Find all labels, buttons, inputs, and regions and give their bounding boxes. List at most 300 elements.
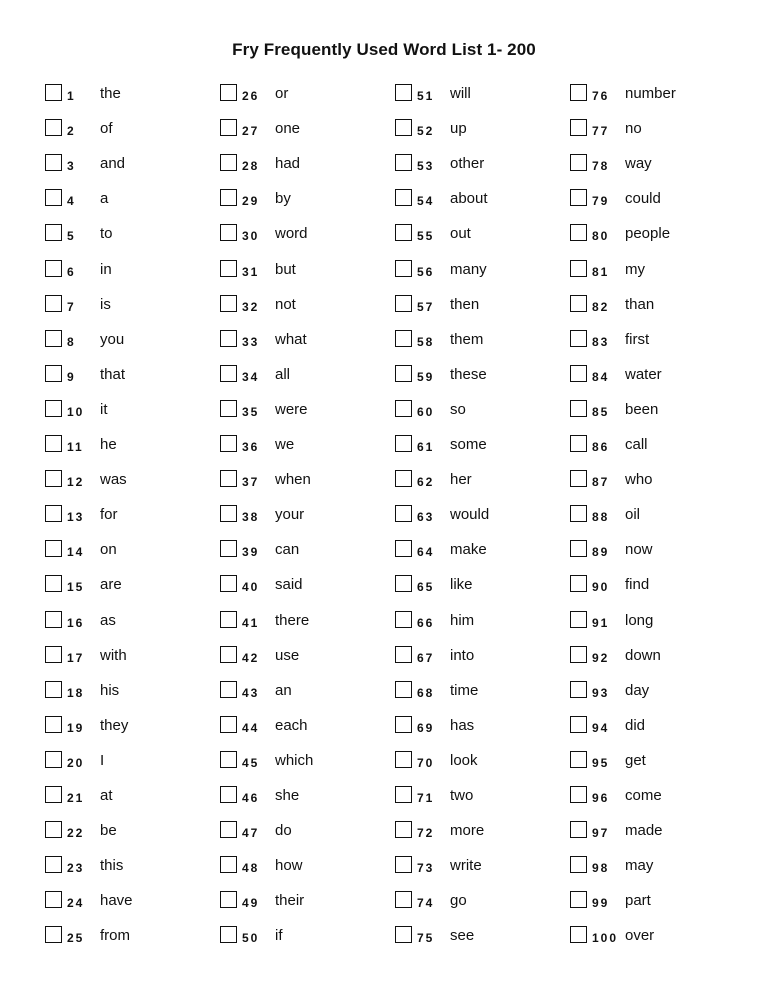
word-row [220,646,395,666]
word-text: his [100,681,120,699]
word-number: 88 [592,510,610,525]
word-text: had [275,155,301,173]
word-checkbox[interactable] [570,400,587,417]
word-row [570,470,745,490]
word-row [395,295,570,315]
word-number: 79 [592,194,610,209]
word-checkbox[interactable] [220,926,237,943]
word-checkbox[interactable] [220,856,237,873]
word-number: 50 [242,931,260,946]
word-row [395,681,570,701]
word-number: 97 [592,826,610,841]
word-row [220,295,395,315]
word-row [220,224,395,244]
word-number: 63 [417,510,435,525]
word-number: 18 [67,685,85,700]
word-checkbox[interactable] [570,295,587,312]
word-text: call [625,436,648,453]
word-text: up [450,120,467,138]
word-checkbox[interactable] [395,505,412,522]
word-checkbox[interactable] [45,611,62,628]
word-text: are [100,576,122,594]
word-text: first [625,330,650,348]
word-text: did [625,716,646,734]
word-checkbox[interactable] [570,751,587,768]
word-text: may [625,857,654,875]
word-checkbox[interactable] [570,891,587,908]
word-number: 24 [67,896,85,911]
word-checkbox[interactable] [570,540,587,557]
word-number: 42 [242,650,260,665]
word-checkbox[interactable] [570,681,587,698]
word-number: 98 [592,861,610,876]
word-number: 71 [417,791,435,805]
word-number: 26 [242,89,260,103]
word-text: time [450,681,479,699]
word-row [45,716,220,736]
word-text: made [625,822,663,840]
word-checkbox[interactable] [45,786,62,803]
word-number: 53 [417,159,435,174]
word-number: 77 [592,124,610,139]
word-number: 69 [417,720,435,735]
word-checkbox[interactable] [220,400,237,417]
word-checkbox[interactable] [570,154,587,171]
word-text: and [100,155,126,173]
word-row [570,891,745,911]
word-text: come [625,787,662,804]
word-checkbox[interactable] [45,84,62,101]
word-checkbox[interactable] [395,224,412,241]
word-text: word [275,225,308,243]
page-title: Fry Frequently Used Word List 1- 200 [232,40,536,59]
word-checkbox[interactable] [395,540,412,557]
word-checkbox[interactable] [570,260,587,277]
word-number: 5 [67,229,76,244]
word-number: 60 [417,404,435,419]
word-number: 78 [592,159,610,174]
word-number: 70 [417,755,435,770]
word-number: 40 [242,580,260,595]
word-checkbox[interactable] [45,470,62,487]
word-number: 14 [67,545,85,560]
word-text: some [450,436,487,453]
word-number: 33 [242,334,260,349]
word-checkbox[interactable] [395,646,412,663]
word-checkbox[interactable] [395,470,412,487]
word-checkbox[interactable] [45,716,62,733]
word-row [570,821,745,841]
word-number: 39 [242,545,260,560]
word-text: more [450,822,485,840]
word-number: 43 [242,685,260,700]
word-checkbox[interactable] [220,119,237,136]
word-row [220,470,395,490]
word-number: 2 [67,124,76,139]
word-row [45,260,220,280]
word-row [220,119,395,139]
word-text: one [275,120,301,138]
word-text: look [450,751,478,769]
word-checkbox[interactable] [45,260,62,277]
word-text: people [625,225,671,243]
word-row [395,751,570,771]
word-checkbox[interactable] [45,891,62,908]
word-text: other [450,155,485,173]
word-number: 90 [592,580,610,595]
word-checkbox[interactable] [45,435,62,452]
word-text: this [100,857,124,875]
word-checkbox[interactable] [570,119,587,136]
word-row [220,400,395,420]
word-number: 75 [417,931,435,946]
word-text: oil [625,506,641,524]
word-number: 68 [417,685,435,700]
word-checkbox[interactable] [45,681,62,698]
word-number: 49 [242,896,260,911]
word-row [45,84,220,104]
word-row [570,260,745,280]
word-checkbox[interactable] [45,540,62,557]
word-checkbox[interactable] [220,84,237,101]
word-number: 100 [592,931,619,946]
word-text: get [625,751,646,769]
word-checkbox[interactable] [220,681,237,698]
word-number: 58 [417,334,435,349]
word-row [45,646,220,666]
word-checkbox[interactable] [220,260,237,277]
word-checkbox[interactable] [45,119,62,136]
word-number: 62 [417,475,435,490]
word-row [45,365,220,385]
word-text: than [625,295,655,313]
word-checkbox[interactable] [395,400,412,417]
word-checkbox[interactable] [570,365,587,382]
word-checkbox[interactable] [220,470,237,487]
word-text: write [450,857,482,875]
word-number: 91 [592,615,610,630]
word-row [570,575,745,595]
word-checkbox[interactable] [395,435,412,452]
word-row [220,540,395,560]
word-number: 25 [67,931,85,946]
word-number: 41 [242,615,260,630]
word-checkbox[interactable] [570,786,587,803]
word-checkbox[interactable] [220,891,237,908]
word-row [220,751,395,771]
word-checkbox[interactable] [220,611,237,628]
word-number: 85 [592,404,610,419]
word-number: 64 [417,545,435,560]
word-checkbox[interactable] [395,84,412,101]
word-checkbox[interactable] [45,400,62,417]
word-text: him [450,611,475,629]
word-checkbox[interactable] [45,821,62,838]
word-checkbox[interactable] [220,365,237,382]
word-number: 9 [67,369,76,384]
word-checkbox[interactable] [395,154,412,171]
word-checkbox[interactable] [395,891,412,908]
word-checkbox[interactable] [220,295,237,312]
word-text: see [450,927,475,945]
word-checkbox[interactable] [395,295,412,312]
word-checkbox[interactable] [395,716,412,733]
word-text: their [275,892,305,910]
word-checkbox[interactable] [570,611,587,628]
word-number: 81 [592,264,610,279]
word-row [45,786,220,806]
word-checkbox[interactable] [220,330,237,347]
word-row [45,189,220,209]
word-checkbox[interactable] [570,84,587,101]
word-checkbox[interactable] [45,575,62,592]
word-row [395,84,570,104]
word-number: 37 [242,475,260,490]
word-number: 48 [242,861,260,876]
word-row [220,891,395,911]
word-text: now [625,541,653,559]
word-text: could [625,190,661,208]
word-text: what [275,330,307,348]
word-row [220,330,395,350]
word-row [570,751,745,771]
word-text: my [625,260,645,278]
word-number: 30 [242,229,260,244]
word-row [45,330,220,350]
word-text: no [625,120,642,138]
word-checkbox[interactable] [220,575,237,592]
word-checkbox[interactable] [570,505,587,522]
word-checkbox[interactable] [45,505,62,522]
word-number: 45 [242,755,260,770]
word-number: 86 [592,440,610,454]
word-text: all [275,365,291,383]
word-text: use [275,646,300,664]
word-number: 34 [242,369,260,384]
word-row [220,260,395,280]
word-row [395,926,570,946]
word-checkbox[interactable] [395,926,412,943]
word-checkbox[interactable] [570,926,587,943]
word-number: 11 [67,440,84,454]
word-number: 10 [67,404,85,419]
word-row [220,365,395,385]
word-checkbox[interactable] [220,646,237,663]
word-row [45,681,220,701]
word-checkbox[interactable] [45,330,62,347]
word-row [45,926,220,946]
word-row [395,330,570,350]
word-row [395,891,570,911]
word-row [45,295,220,315]
word-row [395,400,570,420]
word-row [570,611,745,631]
word-row [45,470,220,490]
word-row [395,470,570,490]
word-text: with [100,646,127,664]
word-text: out [450,225,471,243]
word-row [45,751,220,771]
word-checkbox[interactable] [45,646,62,663]
word-checkbox[interactable] [395,189,412,206]
word-text: so [450,400,466,418]
word-row [570,295,745,315]
word-row [45,856,220,876]
word-row [395,435,570,455]
word-checkbox[interactable] [570,716,587,733]
word-number: 99 [592,896,610,911]
word-row [395,505,570,525]
word-text: of [100,120,113,138]
word-row [220,575,395,595]
word-checkbox[interactable] [220,751,237,768]
word-number: 32 [242,299,260,314]
word-row [570,681,745,701]
word-row [570,154,745,174]
word-number: 8 [67,334,76,349]
word-text: a [100,190,109,208]
word-number: 35 [242,404,260,419]
word-row [395,786,570,806]
word-checkbox[interactable] [395,786,412,803]
word-number: 28 [242,159,260,174]
word-checkbox[interactable] [395,119,412,136]
word-checkbox[interactable] [570,470,587,487]
word-checkbox[interactable] [45,189,62,206]
word-number: 61 [417,440,435,454]
word-text: he [100,436,117,453]
word-checkbox[interactable] [570,646,587,663]
word-number: 93 [592,685,610,700]
word-number: 66 [417,615,435,630]
word-text: part [625,892,651,910]
word-number: 84 [592,369,610,384]
word-checkbox[interactable] [570,575,587,592]
word-text: it [100,400,108,418]
word-checkbox[interactable] [395,575,412,592]
word-checkbox[interactable] [570,189,587,206]
word-row [220,189,395,209]
word-checkbox[interactable] [45,154,62,171]
word-text: there [275,611,310,629]
word-checkbox[interactable] [45,856,62,873]
word-checkbox[interactable] [395,611,412,628]
word-number: 6 [67,264,76,279]
word-checkbox[interactable] [45,365,62,382]
word-number: 72 [417,826,435,841]
word-checkbox[interactable] [570,330,587,347]
word-checkbox[interactable] [45,295,62,312]
word-text: water [625,365,662,383]
word-checkbox[interactable] [45,751,62,768]
word-row [570,400,745,420]
word-number: 46 [242,791,260,805]
word-text: but [275,260,296,278]
word-number: 4 [67,194,76,209]
word-checkbox[interactable] [395,821,412,838]
word-text: for [100,506,118,524]
word-number: 21 [67,791,85,805]
word-text: be [100,822,117,840]
word-number: 44 [242,720,260,735]
word-text: down [625,646,661,664]
word-text: would [450,506,490,524]
word-checkbox[interactable] [395,681,412,698]
word-number: 20 [67,755,85,770]
word-number: 52 [417,124,435,139]
word-text: you [100,330,125,348]
word-text: into [450,646,475,664]
word-checkbox[interactable] [570,224,587,241]
word-checkbox[interactable] [395,751,412,768]
word-text: when [275,471,311,489]
word-text: her [450,471,472,489]
word-checkbox[interactable] [395,856,412,873]
word-row [395,224,570,244]
word-number: 22 [67,826,85,841]
word-row [45,611,220,631]
word-row [45,575,220,595]
word-checkbox[interactable] [45,224,62,241]
word-number: 54 [417,194,435,209]
word-row [220,84,395,104]
word-text: then [450,295,480,313]
word-checkbox[interactable] [570,435,587,452]
word-number: 73 [417,861,435,876]
word-checkbox[interactable] [220,786,237,803]
word-number: 51 [417,89,435,103]
word-row [45,821,220,841]
word-row [570,189,745,209]
word-number: 19 [67,720,85,735]
word-text: they [100,716,129,734]
word-number: 94 [592,720,610,735]
word-text: make [450,541,487,559]
word-checkbox[interactable] [570,821,587,838]
word-row [395,260,570,280]
word-number: 1 [67,89,76,103]
word-text: do [275,822,292,840]
word-checkbox[interactable] [220,505,237,522]
word-checkbox[interactable] [220,435,237,452]
word-row [570,646,745,666]
word-checkbox[interactable] [395,260,412,277]
word-number: 27 [242,124,260,139]
word-checkbox[interactable] [220,540,237,557]
word-row [395,119,570,139]
word-text: two [450,787,474,804]
word-checkbox[interactable] [220,189,237,206]
word-row [45,119,220,139]
word-checkbox[interactable] [220,821,237,838]
word-row [395,540,570,560]
word-checkbox[interactable] [220,716,237,733]
word-row [220,681,395,701]
word-row [220,821,395,841]
word-checkbox[interactable] [45,926,62,943]
word-checkbox[interactable] [220,224,237,241]
word-text: which [275,751,314,769]
word-text: if [275,927,283,945]
word-row [570,786,745,806]
word-checkbox[interactable] [570,856,587,873]
word-checkbox[interactable] [220,154,237,171]
word-row [220,154,395,174]
word-text: by [275,190,291,208]
word-checkbox[interactable] [395,330,412,347]
word-row [45,540,220,560]
word-checkbox[interactable] [395,365,412,382]
